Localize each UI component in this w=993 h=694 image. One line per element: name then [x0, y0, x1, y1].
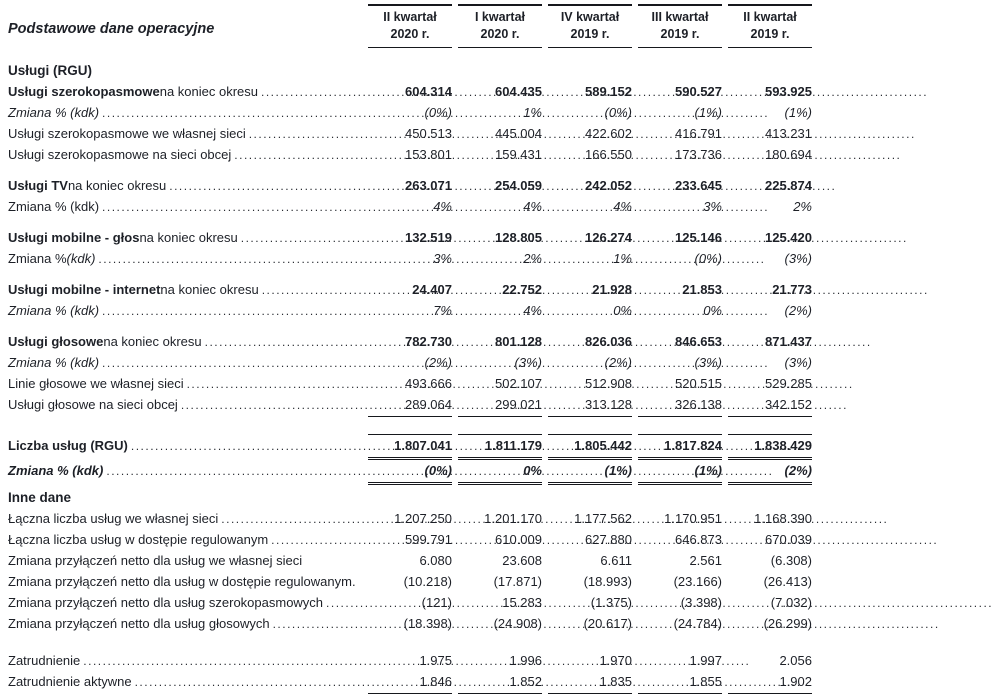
- value-cell: (20.617): [583, 616, 632, 631]
- value-cell: 502.107: [495, 376, 542, 391]
- row-label-part: Zmiana przyłączeń netto dla usług w dostępie regulowanym.: [8, 574, 356, 589]
- row-label: [8, 436, 362, 456]
- row-label-part: Zatrudnienie: [8, 653, 81, 668]
- value-cell: 166.550: [585, 147, 632, 162]
- value-cell: 173.736: [675, 147, 722, 162]
- table-row: [8, 145, 812, 165]
- value-cell: 1.177.562: [574, 511, 632, 526]
- value-cell: 1.207.250: [394, 511, 452, 526]
- value-cell: 599.791: [405, 532, 452, 547]
- value-cell: (7.032): [770, 595, 812, 610]
- value-cell: 126.274: [585, 230, 632, 245]
- row-label-part: Usługi TV: [8, 178, 68, 193]
- value-cell: 132.519: [405, 230, 452, 245]
- value-cell: 2.561: [689, 553, 722, 568]
- row-label-part: Liczba usług (RGU): [8, 438, 128, 453]
- column-header-q1-2020: [458, 4, 542, 48]
- row-spacer: [8, 418, 812, 434]
- table-row: [8, 593, 812, 613]
- value-cell: 826.036: [585, 334, 632, 349]
- value-cell: 21.928: [592, 282, 632, 297]
- row-label: [8, 301, 362, 321]
- dotted-leader: [262, 280, 354, 300]
- row-label-part: Łączna liczba usług we własnej sieci: [8, 511, 219, 526]
- row-label: [8, 572, 362, 592]
- row-label: [8, 651, 362, 671]
- table-row: [8, 672, 812, 694]
- row-label: [8, 197, 362, 217]
- row-spacer: [8, 635, 812, 651]
- column-year: 2020 r.: [390, 27, 430, 41]
- value-cell: 589.152: [585, 84, 632, 99]
- value-cell: 180.694: [765, 147, 812, 162]
- value-cell: 871.437: [765, 334, 812, 349]
- value-cell: (2%): [784, 303, 812, 318]
- value-cell: (2%): [424, 355, 452, 370]
- value-cell: 125.420: [765, 230, 812, 245]
- value-cell: 263.071: [405, 178, 452, 193]
- value-cell: 2%: [793, 199, 812, 214]
- value-cell: 604.314: [405, 84, 452, 99]
- row-label: [8, 176, 362, 196]
- value-cell: 1.846: [368, 672, 452, 694]
- row-label-part: Zmiana % (kdk): [8, 105, 100, 120]
- value-cell: (18.993): [583, 574, 632, 589]
- value-cell: 23.608: [502, 553, 542, 568]
- column-quarter: IV kwartał: [560, 10, 620, 24]
- value-cell: 289.064: [368, 395, 452, 417]
- table-row: [8, 530, 812, 550]
- table-row: [8, 353, 812, 373]
- value-cell: 153.801: [405, 147, 452, 162]
- dotted-leader: [83, 651, 354, 671]
- table-row: [8, 572, 812, 592]
- value-cell: (3%): [784, 355, 812, 370]
- row-spacer: [8, 270, 812, 280]
- value-cell: (23.166): [673, 574, 722, 589]
- dotted-leader: [187, 374, 354, 394]
- dotted-leader: [273, 614, 354, 634]
- table-row: [8, 249, 812, 269]
- value-cell: (0%): [604, 105, 632, 120]
- row-label: [8, 530, 362, 550]
- column-year: 2020 r.: [480, 27, 520, 41]
- value-cell: 242.052: [585, 178, 632, 193]
- table-row: [8, 124, 812, 144]
- column-quarter: II kwartał: [743, 10, 797, 24]
- row-label-part: Usługi szerokopasmowe na sieci obcej: [8, 147, 232, 162]
- value-cell: 0%: [613, 303, 632, 318]
- value-cell: 128.805: [495, 230, 542, 245]
- row-label-part: Linie głosowe we własnej sieci: [8, 376, 184, 391]
- table-row: [8, 280, 812, 300]
- row-label-part: Zmiana przyłączeń netto dla usług głosowych: [8, 616, 270, 631]
- value-cell: 1.811.179: [458, 434, 542, 460]
- table-row: [8, 551, 812, 571]
- value-cell: (1%): [694, 105, 722, 120]
- row-label-part: Zmiana % (kdk): [8, 463, 104, 478]
- value-cell: (6.308): [770, 553, 812, 568]
- table-row: [8, 434, 812, 460]
- value-cell: 0%: [458, 461, 542, 485]
- row-label: [8, 395, 362, 415]
- value-cell: (2%): [728, 461, 812, 485]
- dotted-leader: [106, 461, 354, 481]
- row-spacer: [8, 218, 812, 228]
- value-cell: 1.996: [509, 653, 542, 668]
- value-cell: 24.407: [412, 282, 452, 297]
- row-label-part: Usługi mobilne - głos: [8, 230, 140, 245]
- value-cell: 610.009: [495, 532, 542, 547]
- value-cell: (3%): [514, 355, 542, 370]
- value-cell: 1%: [613, 251, 632, 266]
- table-row: [8, 395, 812, 417]
- value-cell: (121): [421, 595, 452, 610]
- value-cell: 15.283: [502, 595, 542, 610]
- column-quarter: III kwartał: [651, 10, 709, 24]
- value-cell: 21.773: [772, 282, 812, 297]
- table-row: [8, 82, 812, 102]
- value-cell: 1.902: [728, 672, 812, 694]
- value-cell: (0%): [368, 461, 452, 485]
- value-cell: (17.871): [493, 574, 542, 589]
- column-header-q2-2019: [728, 4, 812, 48]
- value-cell: 493.666: [405, 376, 452, 391]
- dotted-leader: [234, 145, 354, 165]
- row-label: [8, 509, 362, 529]
- value-cell: 159.431: [495, 147, 542, 162]
- table-body: [8, 60, 812, 694]
- table-row: [8, 461, 812, 485]
- row-label: [8, 145, 362, 165]
- value-cell: 4%: [613, 199, 632, 214]
- column-quarter: II kwartał: [383, 10, 437, 24]
- value-cell: 6.080: [419, 553, 452, 568]
- value-cell: 233.645: [675, 178, 722, 193]
- row-label: [8, 551, 362, 571]
- value-cell: 512.908: [585, 376, 632, 391]
- row-label-part: na koniec okresu: [103, 334, 202, 349]
- row-label: [8, 614, 362, 634]
- value-cell: 7%: [433, 303, 452, 318]
- row-label-part: Usługi szerokopasmowe we własnej sieci: [8, 126, 246, 141]
- value-cell: 0%: [703, 303, 722, 318]
- value-cell: 2%: [523, 251, 542, 266]
- value-cell: (0%): [694, 251, 722, 266]
- row-label: [8, 672, 362, 692]
- dotted-leader: [326, 593, 354, 613]
- value-cell: 4%: [433, 199, 452, 214]
- value-cell: (26.299): [763, 616, 812, 631]
- value-cell: 627.880: [585, 532, 632, 547]
- value-cell: 326.138: [638, 395, 722, 417]
- row-spacer: [8, 166, 812, 176]
- value-cell: (3.398): [680, 595, 722, 610]
- row-label: [8, 249, 362, 269]
- row-label-part: na koniec okresu: [160, 282, 259, 297]
- value-cell: (3%): [694, 355, 722, 370]
- value-cell: 529.285: [765, 376, 812, 391]
- row-label-part: Zmiana % (kdk): [8, 199, 100, 214]
- column-header-q4-2019: [548, 4, 632, 48]
- value-cell: 1.168.390: [754, 511, 812, 526]
- value-cell: 1.997: [689, 653, 722, 668]
- row-label-part: Usługi głosowe na sieci obcej: [8, 397, 178, 412]
- value-cell: 1.807.041: [368, 434, 452, 460]
- value-cell: 299.021: [458, 395, 542, 417]
- value-cell: 342.152: [728, 395, 812, 417]
- table-row: [8, 228, 812, 248]
- table-row: [8, 509, 812, 529]
- value-cell: 1.838.429: [728, 434, 812, 460]
- value-cell: 1.852: [458, 672, 542, 694]
- value-cell: 1.805.442: [548, 434, 632, 460]
- dotted-leader: [271, 530, 354, 550]
- section-header: Usługi (RGU): [8, 63, 92, 78]
- value-cell: (1.375): [590, 595, 632, 610]
- table-row: [8, 614, 812, 634]
- row-label: [8, 82, 362, 102]
- value-cell: 445.004: [495, 126, 542, 141]
- value-cell: (24.908): [493, 616, 542, 631]
- row-label: [8, 353, 362, 373]
- value-cell: (26.413): [763, 574, 812, 589]
- value-cell: 1%: [523, 105, 542, 120]
- row-label: [8, 103, 362, 123]
- row-label-part: Zmiana przyłączeń netto dla usług we własnej sieci: [8, 553, 303, 568]
- value-cell: 1.817.824: [638, 434, 722, 460]
- row-label-part: Usługi szerokopasmowe: [8, 84, 160, 99]
- value-cell: (18.398): [403, 616, 452, 631]
- row-label-part: Zmiana % (kdk): [8, 303, 100, 318]
- dotted-leader: [169, 176, 354, 196]
- value-cell: 254.059: [495, 178, 542, 193]
- value-cell: 670.039: [765, 532, 812, 547]
- table-row: [8, 332, 812, 352]
- table-row: [8, 651, 812, 671]
- dotted-leader: [102, 353, 354, 373]
- table-row: [8, 103, 812, 123]
- value-cell: 520.515: [675, 376, 722, 391]
- row-label-part: na koniec okresu: [159, 84, 258, 99]
- row-label: [8, 374, 362, 394]
- value-cell: 782.730: [405, 334, 452, 349]
- row-label-part: na koniec okresu: [67, 178, 167, 193]
- table-row: [8, 374, 812, 394]
- dotted-leader: [102, 197, 354, 217]
- dotted-leader: [102, 103, 354, 123]
- dotted-leader: [205, 332, 354, 352]
- column-header-q3-2019: [638, 4, 722, 48]
- dotted-leader: [135, 672, 354, 692]
- column-year: 2019 r.: [750, 27, 790, 41]
- dotted-leader: [249, 124, 354, 144]
- row-label-part: Usługi mobilne - internet: [8, 282, 161, 297]
- row-label: [8, 228, 362, 248]
- value-cell: 604.435: [495, 84, 542, 99]
- row-label-part: Łączna liczba usług w dostępie regulowanym: [8, 532, 269, 547]
- value-cell: (2%): [604, 355, 632, 370]
- table-row: [8, 197, 812, 217]
- dotted-leader: [98, 249, 354, 269]
- value-cell: (10.218): [403, 574, 452, 589]
- value-cell: (1%): [784, 105, 812, 120]
- row-label: [8, 124, 362, 144]
- row-label-part: Zmiana przyłączeń netto dla usług szerokopasmowych: [8, 595, 324, 610]
- row-label-part: Usługi głosowe: [8, 334, 104, 349]
- value-cell: 593.925: [765, 84, 812, 99]
- value-cell: 1.975: [419, 653, 452, 668]
- column-year: 2019 r.: [570, 27, 610, 41]
- value-cell: 4%: [523, 303, 542, 318]
- value-cell: 6.611: [600, 553, 632, 568]
- column-header-q2-2020: [368, 4, 452, 48]
- row-label: [8, 280, 362, 300]
- value-cell: (3%): [784, 251, 812, 266]
- value-cell: 225.874: [765, 178, 812, 193]
- dotted-leader: [261, 82, 354, 102]
- value-cell: 1.170.951: [664, 511, 722, 526]
- value-cell: 413.231: [765, 126, 812, 141]
- value-cell: 1.970: [599, 653, 632, 668]
- value-cell: 313.128: [548, 395, 632, 417]
- column-quarter: I kwartał: [474, 10, 526, 24]
- value-cell: 416.791: [675, 126, 722, 141]
- dotted-leader: [221, 509, 354, 529]
- row-label-part: Zmiana %: [8, 251, 67, 266]
- dotted-leader: [131, 436, 354, 456]
- value-cell: (0%): [424, 105, 452, 120]
- value-cell: 125.146: [675, 230, 722, 245]
- value-cell: 1.855: [638, 672, 722, 694]
- dotted-leader: [102, 301, 354, 321]
- value-cell: 646.873: [675, 532, 722, 547]
- table-row: [8, 301, 812, 321]
- table-row: [8, 176, 812, 196]
- row-label: [8, 332, 362, 352]
- dotted-leader: [181, 395, 354, 415]
- row-label: [8, 461, 362, 481]
- value-cell: 2.056: [779, 653, 812, 668]
- value-cell: 590.527: [675, 84, 722, 99]
- row-label-part: na koniec okresu: [139, 230, 238, 245]
- row-label-part: Zmiana % (kdk): [8, 355, 100, 370]
- value-cell: 801.128: [495, 334, 542, 349]
- value-cell: (1%): [638, 461, 722, 485]
- value-cell: 1.201.170: [484, 511, 542, 526]
- value-cell: 22.752: [502, 282, 542, 297]
- row-label-part: (kdk): [66, 251, 96, 266]
- value-cell: (24.784): [673, 616, 722, 631]
- value-cell: 21.853: [682, 282, 722, 297]
- value-cell: 450.513: [405, 126, 452, 141]
- value-cell: 3%: [433, 251, 452, 266]
- row-label-part: Zatrudnienie aktywne: [8, 674, 132, 689]
- value-cell: 3%: [703, 199, 722, 214]
- section-header: Inne dane: [8, 490, 72, 505]
- row-spacer: [8, 322, 812, 332]
- dotted-leader: [241, 228, 354, 248]
- value-cell: 1.835: [548, 672, 632, 694]
- value-cell: 422.602: [585, 126, 632, 141]
- page-title: Podstawowe dane operacyjne: [8, 21, 215, 37]
- row-label: [8, 593, 362, 613]
- value-cell: 4%: [523, 199, 542, 214]
- table-header: [8, 4, 812, 48]
- value-cell: (1%): [548, 461, 632, 485]
- column-year: 2019 r.: [660, 27, 700, 41]
- value-cell: 846.653: [675, 334, 722, 349]
